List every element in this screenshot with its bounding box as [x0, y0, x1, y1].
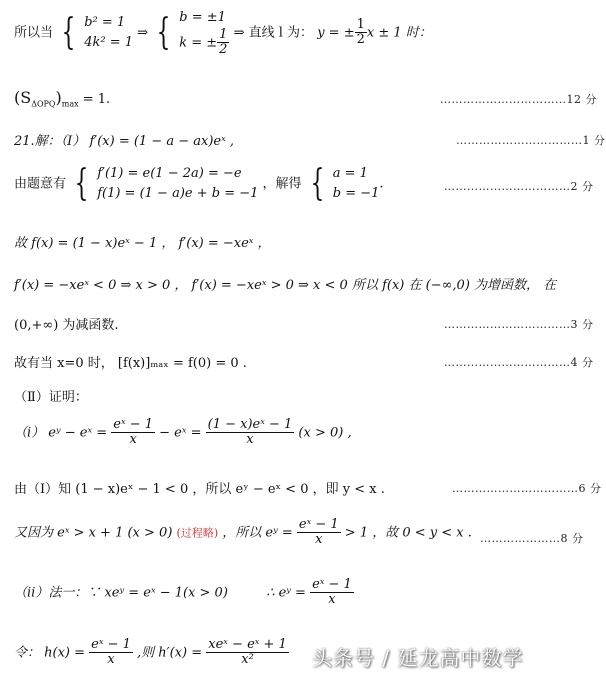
denominator: x — [315, 532, 323, 548]
eq-row: a = 1 — [332, 166, 368, 181]
denominator: x — [107, 652, 115, 668]
eq-row: b = −1 — [332, 186, 380, 201]
numerator: 1 — [219, 27, 228, 42]
text: 故 f(x) = (1 − x)eˣ − 1 ， f′(x) = −xeˣ ， — [14, 236, 271, 251]
text: f′(x) = −xeˣ < 0 ⇒ x > 0 ， f′(x) = −xeˣ > 0 ⇒ x < 0 所以 f(x) 在 (−∞,0) 为增函数， 在 — [14, 278, 557, 293]
eq-row: f(1) = (1 − a)e + b = −1 — [97, 186, 259, 201]
numerator: eˣ − 1 — [312, 577, 352, 592]
text: ,则 h′(x) = — [137, 645, 203, 661]
fraction — [217, 28, 229, 58]
fraction — [206, 638, 289, 668]
fraction — [111, 418, 155, 448]
eq-row: f′(1) = e(1 − 2a) = −e — [97, 166, 242, 181]
brace: { — [74, 163, 89, 204]
annotation-red: (过程略) — [176, 526, 219, 540]
text: 又因为 eˣ > x + 1 (x > 0) — [14, 525, 173, 541]
text: ，解得 — [262, 176, 302, 192]
text: （ⅱ）法一：∵ xeʸ = eˣ − 1(x > 0) — [14, 585, 228, 601]
eq: y = ± — [317, 25, 355, 41]
subscript: max — [61, 99, 79, 109]
watermark: 头条号 / 延龙高中数学 — [312, 646, 524, 670]
brace: { — [156, 11, 171, 53]
text: 所以当 — [14, 25, 54, 41]
numerator: eˣ − 1 — [113, 417, 153, 432]
numerator: eˣ − 1 — [91, 637, 131, 652]
text: (x > 0) , — [298, 425, 352, 441]
text: ，所以 eʸ = — [222, 525, 293, 541]
fraction — [206, 418, 295, 448]
text: (S — [14, 88, 32, 107]
fraction — [89, 638, 133, 668]
text: = 1. — [78, 92, 111, 107]
eq: x ± 1 时： — [366, 25, 432, 41]
brace: { — [61, 11, 76, 53]
fraction — [310, 578, 354, 608]
denominator: x — [129, 432, 137, 448]
system-4 — [333, 164, 380, 204]
text: 故有当 x=0 时， [f(x)]ₘₐₓ = f(0) = 0 . — [14, 356, 247, 371]
score-marker: ……………………………2 分 — [444, 180, 594, 193]
denominator: 2 — [356, 32, 365, 48]
arrow: ⇒ — [137, 25, 149, 41]
text: ) — [55, 88, 62, 107]
numerator: (1 − x)eˣ − 1 — [207, 417, 293, 432]
score-marker: …………………8 分 — [480, 532, 584, 545]
denominator: 2 — [219, 42, 228, 58]
numerator: eˣ − 1 — [298, 517, 339, 532]
brace: { — [310, 163, 325, 204]
text: − eˣ = — [159, 425, 202, 441]
numerator: 1 — [356, 17, 365, 32]
text: 令： h(x) = — [14, 645, 86, 661]
text: 由（Ⅰ）知 (1 − x)eˣ − 1 < 0 ，所以 eʸ − eˣ < 0 ，即 y < x . — [14, 482, 385, 497]
system-2 — [179, 8, 229, 58]
fraction — [297, 518, 341, 548]
text: ∴ eʸ = — [266, 585, 306, 601]
text: (0,+∞) 为减函数. — [14, 318, 119, 333]
score-marker: ……………………………4 分 — [444, 356, 594, 369]
eq-row: b = ±1 — [179, 10, 226, 25]
score-marker: ……………………………6 分 — [452, 482, 602, 495]
denominator: x² — [241, 652, 254, 668]
eq-row: 4k² = 1 — [84, 34, 133, 50]
numerator: xeˣ − eˣ + 1 — [208, 637, 287, 652]
text: 21.解：（Ⅰ） f′(x) = (1 − a − ax)eˣ , — [14, 134, 234, 149]
denominator: x — [246, 432, 254, 448]
text: 由题意有 — [14, 176, 67, 192]
text: （ⅰ） eʸ − eˣ = — [14, 425, 108, 441]
system-3 — [97, 164, 258, 204]
subscript: ΔOPQ — [31, 99, 56, 109]
eq-row: k = ± — [179, 35, 218, 51]
score-marker: ……………………………12 分 — [440, 93, 597, 106]
text: ⇒ 直线 l 为： — [233, 25, 314, 41]
score-marker: ……………………………3 分 — [444, 318, 594, 331]
text: （Ⅱ）证明： — [14, 390, 88, 405]
denominator: x — [328, 592, 336, 608]
eq-row: b² = 1 — [84, 14, 126, 30]
text: . — [379, 176, 384, 192]
system-1 — [84, 13, 133, 53]
text: > 1 ，故 0 < y < x . — [344, 525, 472, 541]
fraction — [355, 18, 367, 48]
score-marker: ……………………………1 分 — [456, 134, 606, 147]
